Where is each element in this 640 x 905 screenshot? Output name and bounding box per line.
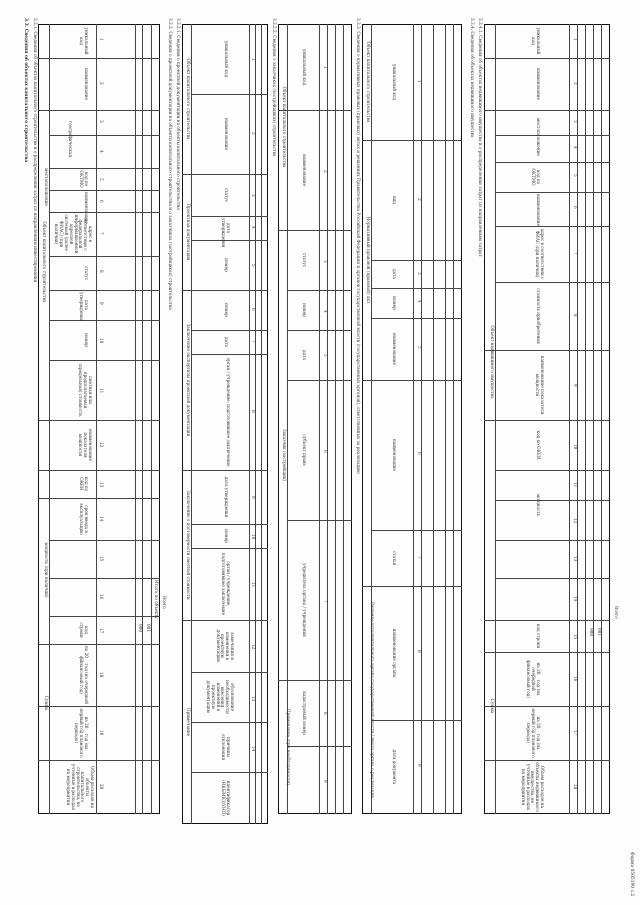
table-rule	[496, 226, 610, 227]
table-rule	[585, 24, 586, 814]
cell-text: учредитель органа / учреждения	[302, 563, 307, 637]
cell-text: 1	[323, 66, 328, 69]
cell-text: 16	[573, 676, 578, 682]
cell-text: 2	[323, 170, 328, 173]
cell-text: 20	[99, 784, 104, 790]
table-rule	[453, 24, 454, 814]
cell-text: 12	[573, 518, 578, 524]
cell-text: 7	[417, 556, 422, 559]
cell-text: 2	[251, 132, 256, 135]
cell-text: на 20__ год (на первый год планового периода)	[526, 708, 541, 758]
table-rule	[372, 530, 462, 531]
table-rule	[50, 616, 160, 617]
table-rule	[372, 288, 462, 289]
cell-text: наименование	[392, 438, 397, 472]
table-rule	[192, 672, 268, 673]
cell-text: Заключение экспертизы проектной документации	[186, 323, 191, 437]
cell-text: 4	[99, 150, 104, 153]
cell-text: 14	[573, 596, 578, 602]
table-rule	[288, 290, 352, 291]
cell-text: 9	[417, 764, 422, 767]
cell-text: статус	[84, 265, 89, 281]
table-rule	[496, 162, 610, 163]
cell-text: Объект капитального строительства	[366, 41, 371, 123]
table-rule	[496, 192, 610, 193]
cell-text: 7	[323, 600, 328, 603]
t2-sub: 3.3.2.1. Сведения о проектной документации на объекты капитального строительства	[176, 18, 181, 210]
cell-text: адрес в соответствии с федеральной информационной адресной системой (далее - ФИАС) (при наличии)	[54, 214, 93, 254]
cell-text: орган / учреждение, подготовившее заключение	[221, 552, 231, 616]
cell-text: 8	[99, 270, 104, 273]
table-rule	[484, 350, 610, 351]
cell-text: 5	[251, 264, 256, 267]
table-rule	[327, 24, 328, 814]
cell-text: 2	[99, 82, 104, 85]
cell-text: наименование	[84, 67, 89, 101]
table-rule	[484, 652, 610, 653]
t1-row-code-1: 900	[138, 624, 143, 632]
cell-text: 6	[323, 450, 328, 453]
table-rule	[50, 360, 160, 361]
table-rule	[433, 24, 434, 814]
table-rule	[38, 498, 160, 499]
table-rule	[50, 212, 160, 213]
table-rule	[288, 520, 352, 521]
cell-text: причины отклонения	[221, 733, 231, 761]
cell-text: стоимость приобретения	[536, 288, 541, 344]
cell-text: 3	[573, 120, 578, 123]
table-rule	[38, 644, 160, 645]
cell-text: наименование показателя мощности	[535, 355, 545, 415]
cell-text: мощность (при наличии)	[44, 542, 49, 598]
section-title: 3.3. Сведения об объектах капитального строительства	[23, 18, 28, 163]
t1-row-code-2: 901	[146, 624, 151, 632]
cell-text: 1	[251, 58, 256, 61]
cell-text: 16	[99, 594, 104, 600]
table-rule	[192, 354, 268, 355]
cell-text: 4	[417, 300, 422, 303]
table-rule	[191, 24, 192, 824]
cell-text: Нормативный правовой (правовой) акт	[366, 216, 371, 304]
cell-text: уникальный код	[392, 63, 397, 101]
cell-text: дата документа	[392, 749, 397, 785]
cell-text: дата утверждения	[79, 292, 89, 322]
cell-text: 15	[99, 556, 104, 562]
t1-vsego: Всего	[162, 596, 167, 609]
cell-text: Сумма	[490, 698, 495, 714]
table-rule	[182, 620, 268, 621]
cell-text: 9	[99, 302, 104, 305]
table-rule	[335, 24, 336, 814]
cell-text: код строки	[79, 622, 89, 638]
cell-text: 11	[99, 388, 104, 394]
cell-text: 2	[417, 198, 422, 201]
cell-text: 3	[99, 120, 104, 123]
table-rule	[50, 168, 160, 169]
cell-text: Заключение о достоверности сметной стоимости	[186, 490, 191, 600]
cell-text: номер	[302, 303, 307, 317]
cell-text: на 20__ год (на очередной финансовый год)	[526, 660, 541, 698]
table-rule	[413, 24, 414, 814]
cell-text: 5	[99, 178, 104, 181]
table-rule	[38, 58, 160, 59]
cell-text: 8	[323, 712, 328, 715]
t5-vsego: Всего	[614, 606, 619, 619]
cell-text: кадастровый номер	[302, 691, 307, 735]
table-rule	[50, 320, 160, 321]
table-rule	[278, 110, 352, 111]
cell-text: срок ввода в эксплуатацию	[79, 503, 89, 535]
table-rule	[278, 680, 352, 681]
cell-text: 4	[251, 226, 256, 229]
cell-text: наименование	[392, 332, 397, 366]
cell-text: 11	[573, 482, 578, 488]
table-rule	[362, 586, 462, 587]
table-rule	[38, 470, 160, 471]
cell-text: дата	[224, 337, 229, 347]
cell-text: 1	[417, 80, 422, 83]
table-rule	[182, 174, 268, 175]
cell-text: 2	[573, 82, 578, 85]
cell-text: 8	[251, 410, 256, 413]
table-rule	[182, 470, 268, 471]
table-rule	[569, 24, 570, 814]
table-rule	[496, 135, 610, 136]
cell-text: статус	[224, 187, 229, 203]
cell-text: Объект капитального строительства	[186, 58, 191, 140]
cell-text: 17	[99, 628, 104, 634]
table-rule	[372, 260, 462, 261]
cell-text: 5	[417, 346, 422, 349]
cell-text: уникальный код	[531, 27, 541, 55]
cell-text: 10	[573, 444, 578, 450]
cell-text: Решение исполнительного органа государственной власти / иного органа о реализации	[370, 601, 375, 799]
cell-text: 11	[251, 582, 256, 588]
table-rule	[362, 380, 462, 381]
table-rule	[192, 240, 268, 241]
cell-text: номер	[224, 529, 229, 543]
table-rule	[50, 290, 160, 291]
cell-text: уникальный код	[224, 40, 229, 78]
cell-text: код по ОКТМО	[531, 168, 541, 186]
cell-text: 13	[573, 556, 578, 562]
cell-text: 13	[99, 482, 104, 488]
table-rule	[372, 318, 462, 319]
cell-text: дата утверждения	[221, 218, 231, 248]
table-rule	[38, 760, 160, 761]
cell-text: 7	[99, 232, 104, 235]
table-rule	[38, 110, 160, 111]
table-rule	[135, 24, 136, 814]
table-rule	[50, 190, 160, 191]
table-rule	[38, 420, 160, 421]
t4-title: 3.3.3. Сведения о нормативных правовых (правовых) актах и решениях Правительства Российской Федерации и органов государственной власти (государственных органов), ответственных за реализацию	[356, 18, 361, 474]
cell-text: замечания и изменения в проектную документацию	[215, 629, 235, 663]
cell-text: на 20__ год (на первый год планового периода)	[74, 708, 89, 758]
cell-text: 9	[573, 384, 578, 387]
cell-text: наименование	[224, 117, 229, 151]
cell-text: Объем расходов на объекты капитального строительства, не учтенные в расходах на мероприятия	[65, 763, 95, 811]
table-rule	[372, 720, 462, 721]
cell-text: 9	[251, 496, 256, 499]
table-rule	[577, 24, 578, 814]
cell-text: 4	[573, 146, 578, 149]
cell-text: номер	[84, 333, 89, 347]
cell-text: код по ОКЕИ	[79, 476, 89, 492]
table-rule	[421, 24, 422, 814]
table-rule	[445, 24, 446, 814]
cell-text: Объем расходов на объекты недвижимого имущества, не учтенные в расходах на мероприятия	[520, 762, 545, 812]
cell-text: наименование	[536, 194, 541, 227]
cell-text: 12	[251, 644, 256, 650]
cell-text: Примечание (при необходимости)	[286, 708, 291, 786]
table-rule	[261, 24, 262, 824]
table-rule	[495, 24, 496, 814]
t2-title: 3.3.2. Сведения о проектной документации на объекты капитального строительства и о заказчиках (застройщиках) строительства	[168, 18, 173, 310]
table-rule	[255, 24, 256, 824]
cell-text: статья	[392, 550, 397, 566]
cell-text: номер	[224, 303, 229, 317]
cell-text: код строки	[536, 623, 541, 649]
table-rule	[50, 540, 160, 541]
cell-text: уникальный код	[302, 48, 307, 86]
cell-text: дата	[302, 350, 307, 360]
cell-text: 18	[99, 672, 104, 678]
cell-text: географическая	[68, 121, 73, 157]
cell-text: местоположение	[536, 118, 541, 156]
cell-text: 6	[99, 200, 104, 203]
table-rule	[593, 24, 594, 814]
table-rule	[343, 24, 344, 814]
cell-text: наименование	[84, 192, 89, 225]
table-rule	[192, 722, 268, 723]
table-rule	[484, 420, 610, 421]
cell-text: 1	[99, 38, 104, 41]
t1-itogo: Итого по объекту	[154, 580, 159, 619]
cell-text: Заказчик (застройщик)	[282, 428, 287, 481]
table-rule	[249, 24, 250, 824]
table-rule	[362, 140, 462, 141]
cell-text: 3	[323, 260, 328, 263]
cell-text: наименование органа	[392, 628, 397, 678]
cell-text: Объект капитального строительства	[42, 221, 47, 303]
cell-text: 10	[99, 338, 104, 344]
cell-text: 15	[573, 634, 578, 640]
cell-text: мощность	[536, 494, 541, 516]
cell-text: статус	[302, 252, 307, 268]
t5-row-code-1: 900	[589, 628, 594, 636]
table-rule	[484, 110, 610, 111]
cell-text: номер	[224, 258, 229, 272]
t3-title: 3.3.2.2. Сведения о заказчиках (застройщиках) строительства	[272, 18, 277, 157]
table-rule	[496, 540, 610, 541]
cell-text: Сумма	[44, 695, 49, 711]
cell-text: 1	[573, 38, 578, 41]
table-rule	[192, 548, 268, 549]
t5-title: 3.3.4. Сведения об объектах недвижимого имущества	[470, 18, 475, 138]
t5-row-code-2: 901	[597, 628, 602, 636]
table-rule	[50, 578, 160, 579]
cell-text: идентификатор (ИКБ/ИКЗ/УНП)	[221, 780, 231, 816]
table-rule	[192, 330, 268, 331]
cell-text: местоположение	[44, 168, 49, 206]
t1-title: 3.3.1. Сведения об объектах капитального строительства и о распределении затрат по направлениям инвестирования	[33, 18, 38, 283]
table-rule	[278, 230, 352, 231]
table-rule	[601, 24, 602, 814]
table-rule	[50, 256, 160, 257]
t4-table	[362, 24, 462, 814]
cell-text: 13	[251, 696, 256, 702]
cell-text: Объект капитального строительства	[282, 86, 287, 168]
cell-text: 8	[573, 314, 578, 317]
t5-sub: 3.3.4.1. Сведения об объектах недвижимого имущества и о распределении затрат по направлениям затрат	[478, 18, 483, 257]
cell-text: субъект права	[302, 434, 307, 466]
cell-text: уникальный код	[79, 27, 89, 55]
cell-text: вид	[392, 196, 397, 204]
cell-text: адрес в соответствии с ФИАС (при наличии)	[535, 228, 545, 280]
cell-text: код по ОКТМО	[79, 170, 89, 188]
table-rule	[151, 24, 152, 814]
t5-table	[484, 24, 610, 814]
cell-text: 19	[99, 730, 104, 736]
cell-text: 12	[99, 442, 104, 448]
table-rule	[496, 500, 610, 501]
cell-text: 18	[573, 784, 578, 790]
table-rule	[288, 330, 352, 331]
form-code: Форма 0505190 с.2	[629, 852, 634, 897]
cell-text: 7	[251, 340, 256, 343]
table-rule	[288, 380, 352, 381]
table-rule	[484, 706, 610, 707]
cell-text: наименование	[536, 67, 541, 101]
cell-text: 10	[251, 534, 256, 540]
cell-text: наименование показателя мощности	[78, 428, 93, 462]
table-rule	[484, 620, 610, 621]
cell-text: 14	[99, 516, 104, 522]
table-rule	[496, 578, 610, 579]
cell-text: 5	[323, 354, 328, 357]
cell-text: на 20__ год (на очередной финансовый год)	[79, 646, 89, 704]
cell-text: дата утверждения	[224, 476, 229, 518]
cell-text: 3	[251, 194, 256, 197]
cell-text: 6	[417, 452, 422, 455]
cell-text: 7	[573, 252, 578, 255]
table-rule	[49, 24, 50, 814]
cell-text: 17	[573, 730, 578, 736]
cell-text: обоснование необходимости внесения изменений в проектную документацию	[205, 680, 235, 714]
table-rule	[484, 760, 610, 761]
cell-text: наименование	[302, 153, 307, 187]
table-rule	[496, 470, 610, 471]
table-rule	[96, 24, 97, 814]
table-rule	[182, 290, 268, 291]
cell-text: 6	[251, 308, 256, 311]
cell-text: код по ОКЕИ	[536, 430, 541, 460]
cell-text: 9	[323, 780, 328, 783]
cell-text: дата	[392, 269, 397, 279]
cell-text: Примечание	[186, 707, 191, 737]
table-rule	[192, 524, 268, 525]
cell-text: 6	[573, 206, 578, 209]
table-rule	[192, 216, 268, 217]
cell-text: Объект недвижимого имущества	[490, 325, 495, 399]
table-rule	[38, 706, 160, 707]
cell-text: 3	[417, 272, 422, 275]
cell-text: 4	[323, 310, 328, 313]
cell-text: орган / учреждение, подготовившее заключение	[226, 357, 231, 467]
table-rule	[192, 772, 268, 773]
cell-text: 5	[573, 174, 578, 177]
table-rule	[192, 94, 268, 95]
table-rule	[288, 746, 352, 747]
cell-text: 8	[417, 650, 422, 653]
table-rule	[319, 24, 320, 814]
table-rule	[484, 58, 610, 59]
cell-text: номер	[392, 296, 397, 310]
cell-text: сметная или предполагаемая (предельная) стоимость	[78, 363, 93, 417]
table-rule	[142, 24, 143, 814]
cell-text: 14	[251, 746, 256, 752]
cell-text: Проектная документация	[186, 203, 191, 261]
table-rule	[496, 282, 610, 283]
